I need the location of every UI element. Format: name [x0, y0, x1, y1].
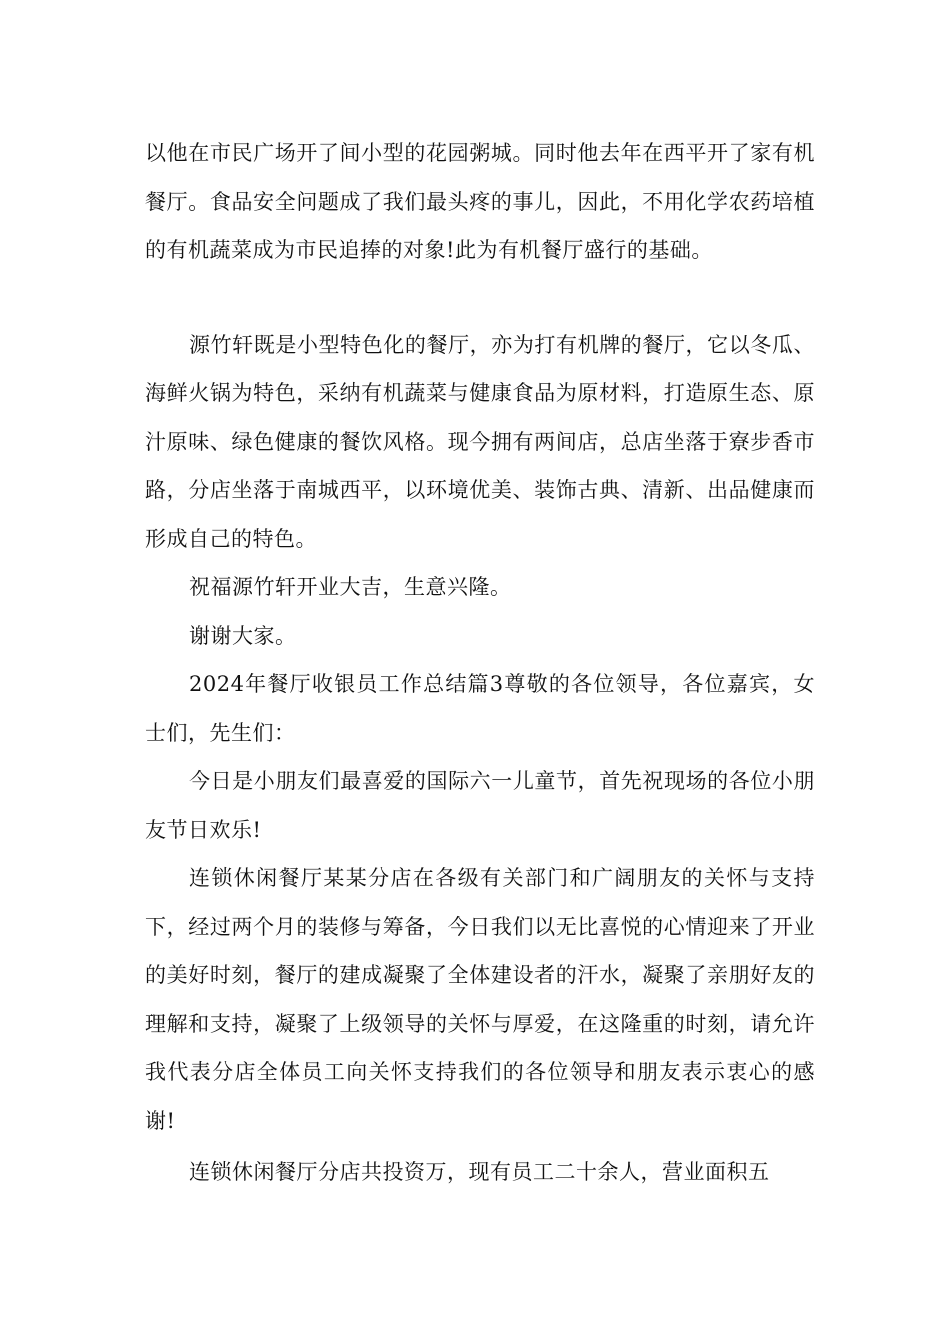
- paragraph-continuation: 以他在市民广场开了间小型的花园粥城。同时他去年在西平开了家有机餐厅。食品安全问题成了我们最头疼的事儿，因此，不用化学农药培植的有机蔬菜成为市民追捧的对象!此为有机餐厅盛行的基础。: [145, 141, 815, 262]
- paragraph-investment: 连锁休闲餐厅分店共投资万，现有员工二十余人，营业面积五: [189, 1160, 770, 1184]
- paragraph-childrens-day: 今日是小朋友们最喜爱的国际六一儿童节，首先祝现场的各位小朋友节日欢乐!: [145, 769, 815, 842]
- paragraph-restaurant-intro: 源竹轩既是小型特色化的餐厅，亦为打有机牌的餐厅，它以冬瓜、海鲜火锅为特色，采纳有机蔬菜与健康食品为原材料，打造原生态、原汁原味、绿色健康的餐饮风格。现今拥有两间店，总店坐落于寮步香市路，分店坐落于南城西平，以环境优美、装饰古典、清新、出品健康而形成自己的特色。: [145, 332, 815, 551]
- paragraph-section-heading: 2024年餐厅收银员工作总结篇3尊敬的各位领导，各位嘉宾，女士们，先生们：: [145, 672, 815, 745]
- document-body: [145, 129, 815, 1197]
- paragraph-blessing: 祝福源竹轩开业大吉，生意兴隆。: [189, 575, 512, 599]
- paragraph-thanks: 谢谢大家。: [189, 623, 297, 648]
- paragraph-opening: 连锁休闲餐厅某某分店在各级有关部门和广阔朋友的关怀与支持下，经过两个月的装修与筹备，今日我们以无比喜悦的心情迎来了开业的美好时刻，餐厅的建成凝聚了全体建设者的汗水，凝聚了亲朋好友的理解和支持，凝聚了上级领导的关怀与厚爱，在这隆重的时刻，请允许我代表分店全体员工向关怀支持我们的各位领导和朋友表示衷心的感谢!: [145, 866, 815, 1133]
